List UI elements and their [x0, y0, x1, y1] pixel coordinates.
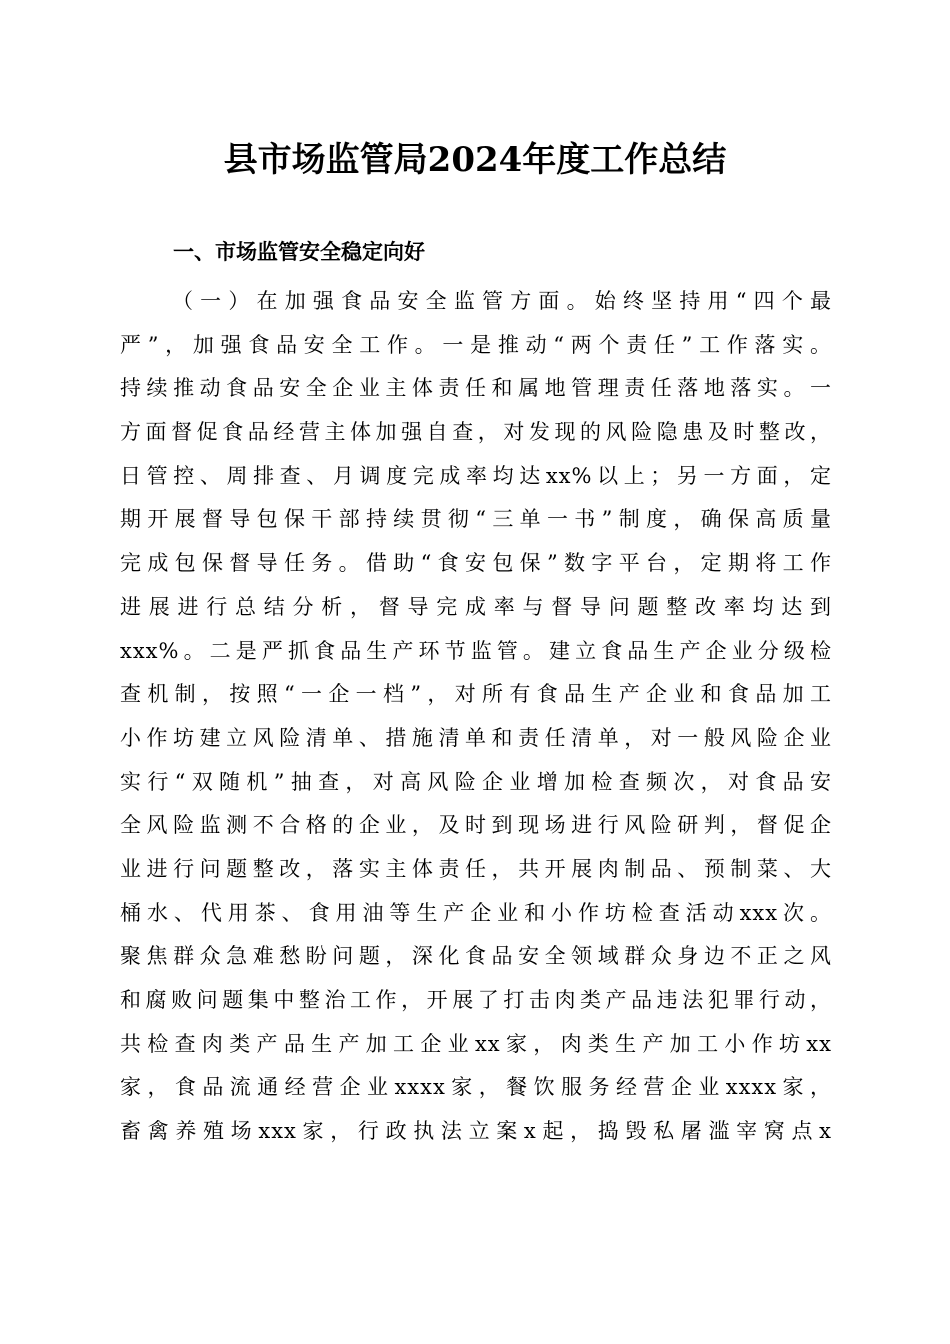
- body-line: 桶水、代用茶、食用油等生产企业和小作坊检查活动xxx次。: [120, 900, 832, 925]
- body-line: 实行“双随机”抽查，对高风险企业增加检查频次，对食品安: [120, 769, 832, 794]
- body-line: 共检查肉类产品生产加工企业xx家，肉类生产加工小作坊xx: [120, 1031, 832, 1056]
- document-title: 县市场监管局2024年度工作总结: [223, 140, 727, 180]
- body-line: xxx%。二是严抓食品生产环节监管。建立食品生产企业分级检: [120, 638, 832, 663]
- body-line: 方面督促食品经营主体加强自查，对发现的风险隐患及时整改，: [120, 420, 832, 445]
- body-line: （一）在加强食品安全监管方面。始终坚持用“四个最: [172, 289, 832, 313]
- body-line: 严”，加强食品安全工作。一是推动“两个责任”工作落实。: [120, 332, 832, 357]
- body-line: 和腐败问题集中整治工作，开展了打击肉类产品违法犯罪行动，: [120, 988, 832, 1012]
- body-line: 进展进行总结分析，督导完成率与督导问题整改率均达到: [120, 594, 832, 619]
- section-heading: 一、市场监管安全稳定向好: [173, 240, 425, 264]
- body-line: 期开展督导包保干部持续贯彻“三单一书”制度，确保高质量: [120, 507, 832, 532]
- body-line: 小作坊建立风险清单、措施清单和责任清单，对一般风险企业: [120, 725, 832, 750]
- body-line: 业进行问题整改，落实主体责任，共开展肉制品、预制菜、大: [120, 856, 832, 881]
- body-line: 完成包保督导任务。借助“食安包保”数字平台，定期将工作: [120, 551, 832, 576]
- body-line: 畜禽养殖场xxx家，行政执法立案x起，捣毁私屠滥宰窝点x: [120, 1119, 832, 1144]
- body-line: 家，食品流通经营企业xxxx家，餐饮服务经营企业xxxx家，: [120, 1075, 832, 1100]
- body-line: 持续推动食品安全企业主体责任和属地管理责任落地落实。一: [120, 376, 832, 401]
- body-line: 查机制，按照“一企一档”，对所有食品生产企业和食品加工: [120, 682, 832, 707]
- body-text: [120, 280, 832, 1154]
- body-line: 全风险监测不合格的企业，及时到现场进行风险研判，督促企: [120, 813, 832, 838]
- body-line: 聚焦群众急难愁盼问题，深化食品安全领域群众身边不正之风: [120, 944, 832, 969]
- body-line: 日管控、周排查、月调度完成率均达xx%以上；另一方面，定: [120, 463, 832, 488]
